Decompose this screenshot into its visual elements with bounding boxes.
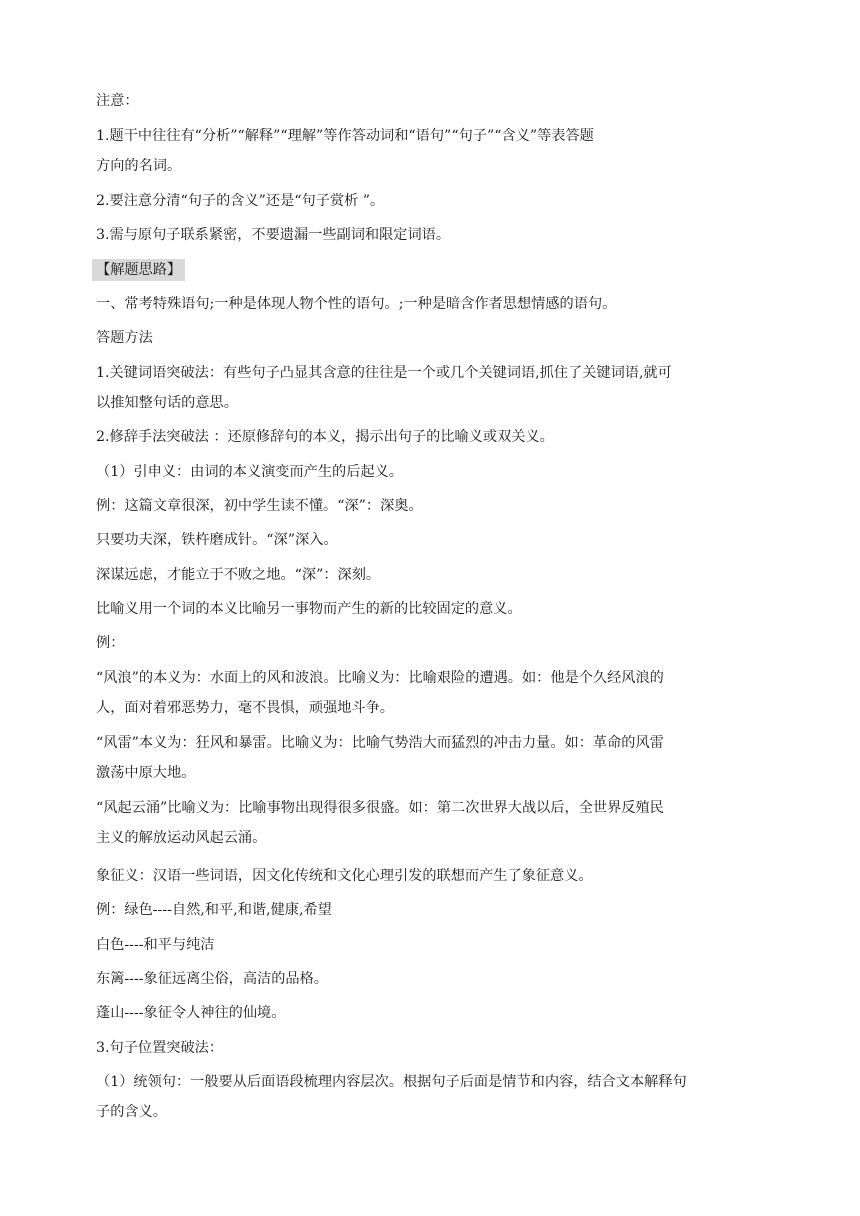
topic-sentence-cont: 子的含义。: [96, 1104, 167, 1120]
symbol-dongli: 东篱----象征远离尘俗，高洁的品格。: [96, 971, 328, 987]
method-1-cont: 以推知整句话的意思。: [96, 395, 238, 411]
example-fenglang-cont: 人，面对着邪恶势力，毫不畏惧，顽强地斗争。: [96, 700, 394, 716]
symbol-green: 例：绿色----自然,和平,和谐,健康,希望: [96, 902, 332, 918]
example-3: 深谋远虑，才能立于不败之地。“深”：深刻。: [96, 567, 381, 583]
paragraph-special-sentences: 一、常考特殊语句;一种是体现人物个性的语句。;一种是暗含作者思想情感的语句。: [96, 296, 617, 312]
method-3: 3.句子位置突破法：: [96, 1040, 224, 1056]
example-fengqiyunyong: “风起云涌”比喻义为：比喻事物出现得很多很盛。如：第二次世界大战以后，全世界反殖民: [96, 800, 664, 816]
extended-meaning: （1）引申义：由词的本义演变而产生的后起义。: [96, 464, 403, 480]
metaphor-meaning: 比喻义用一个词的本义比喻另一事物而产生的新的比较固定的意义。: [96, 601, 522, 617]
example-fenglei: “风雷”本义为：狂风和暴雷。比喻义为：比喻气势浩大而猛烈的冲击力量。如：革命的风雷: [96, 735, 664, 751]
example-1: 例：这篇文章很深，初中学生读不懂。“深”：深奥。: [96, 498, 423, 514]
note-item-3: 3.需与原句子联系紧密，不要遗漏一些副词和限定词语。: [96, 227, 451, 243]
example-fenglei-cont: 激荡中原大地。: [96, 765, 196, 781]
method-1: 1.关键词语突破法：有些句子凸显其含意的往往是一个或几个关键词语,抓住了关键词语,就可: [96, 365, 672, 381]
topic-sentence: （1）统领句：一般要从后面语段梳理内容层次。根据句子后面是情节和内容，结合文本解释句: [96, 1074, 687, 1090]
subheading-methods: 答题方法: [96, 330, 153, 346]
note-item-1: 1.题干中往往有“分析”“解释”“理解”等作答动词和“语句”“句子”“含义”等表答题: [96, 128, 594, 144]
method-2: 2.修辞手法突破法 ：还原修辞句的本义，揭示出句子的比喻义或双关义。: [96, 429, 554, 445]
example-fengqiyunyong-cont: 主义的解放运动风起云涌。: [96, 830, 267, 846]
symbol-white: 白色----和平与纯洁: [96, 937, 215, 953]
note-item-2: 2.要注意分清“句子的含义”还是“句子赏析 ”。: [96, 193, 385, 209]
symbol-pengshan: 蓬山----象征令人神往的仙境。: [96, 1005, 286, 1021]
symbolic-meaning: 象征义：汉语一些词语，因文化传统和文化心理引发的联想而产生了象征意义。: [96, 868, 593, 884]
example-2: 只要功夫深，铁杵磨成针。“深”深入。: [96, 532, 338, 548]
note-heading: 注意：: [96, 93, 139, 109]
section-heading-approach: 【解题思路】: [92, 259, 185, 281]
example-fenglang: “风浪”的本义为：水面上的风和波浪。比喻义为：比喻艰险的遭遇。如：他是个久经风浪的: [96, 670, 664, 686]
note-item-1-cont: 方向的名词。: [96, 158, 182, 174]
example-label: 例：: [96, 635, 125, 651]
